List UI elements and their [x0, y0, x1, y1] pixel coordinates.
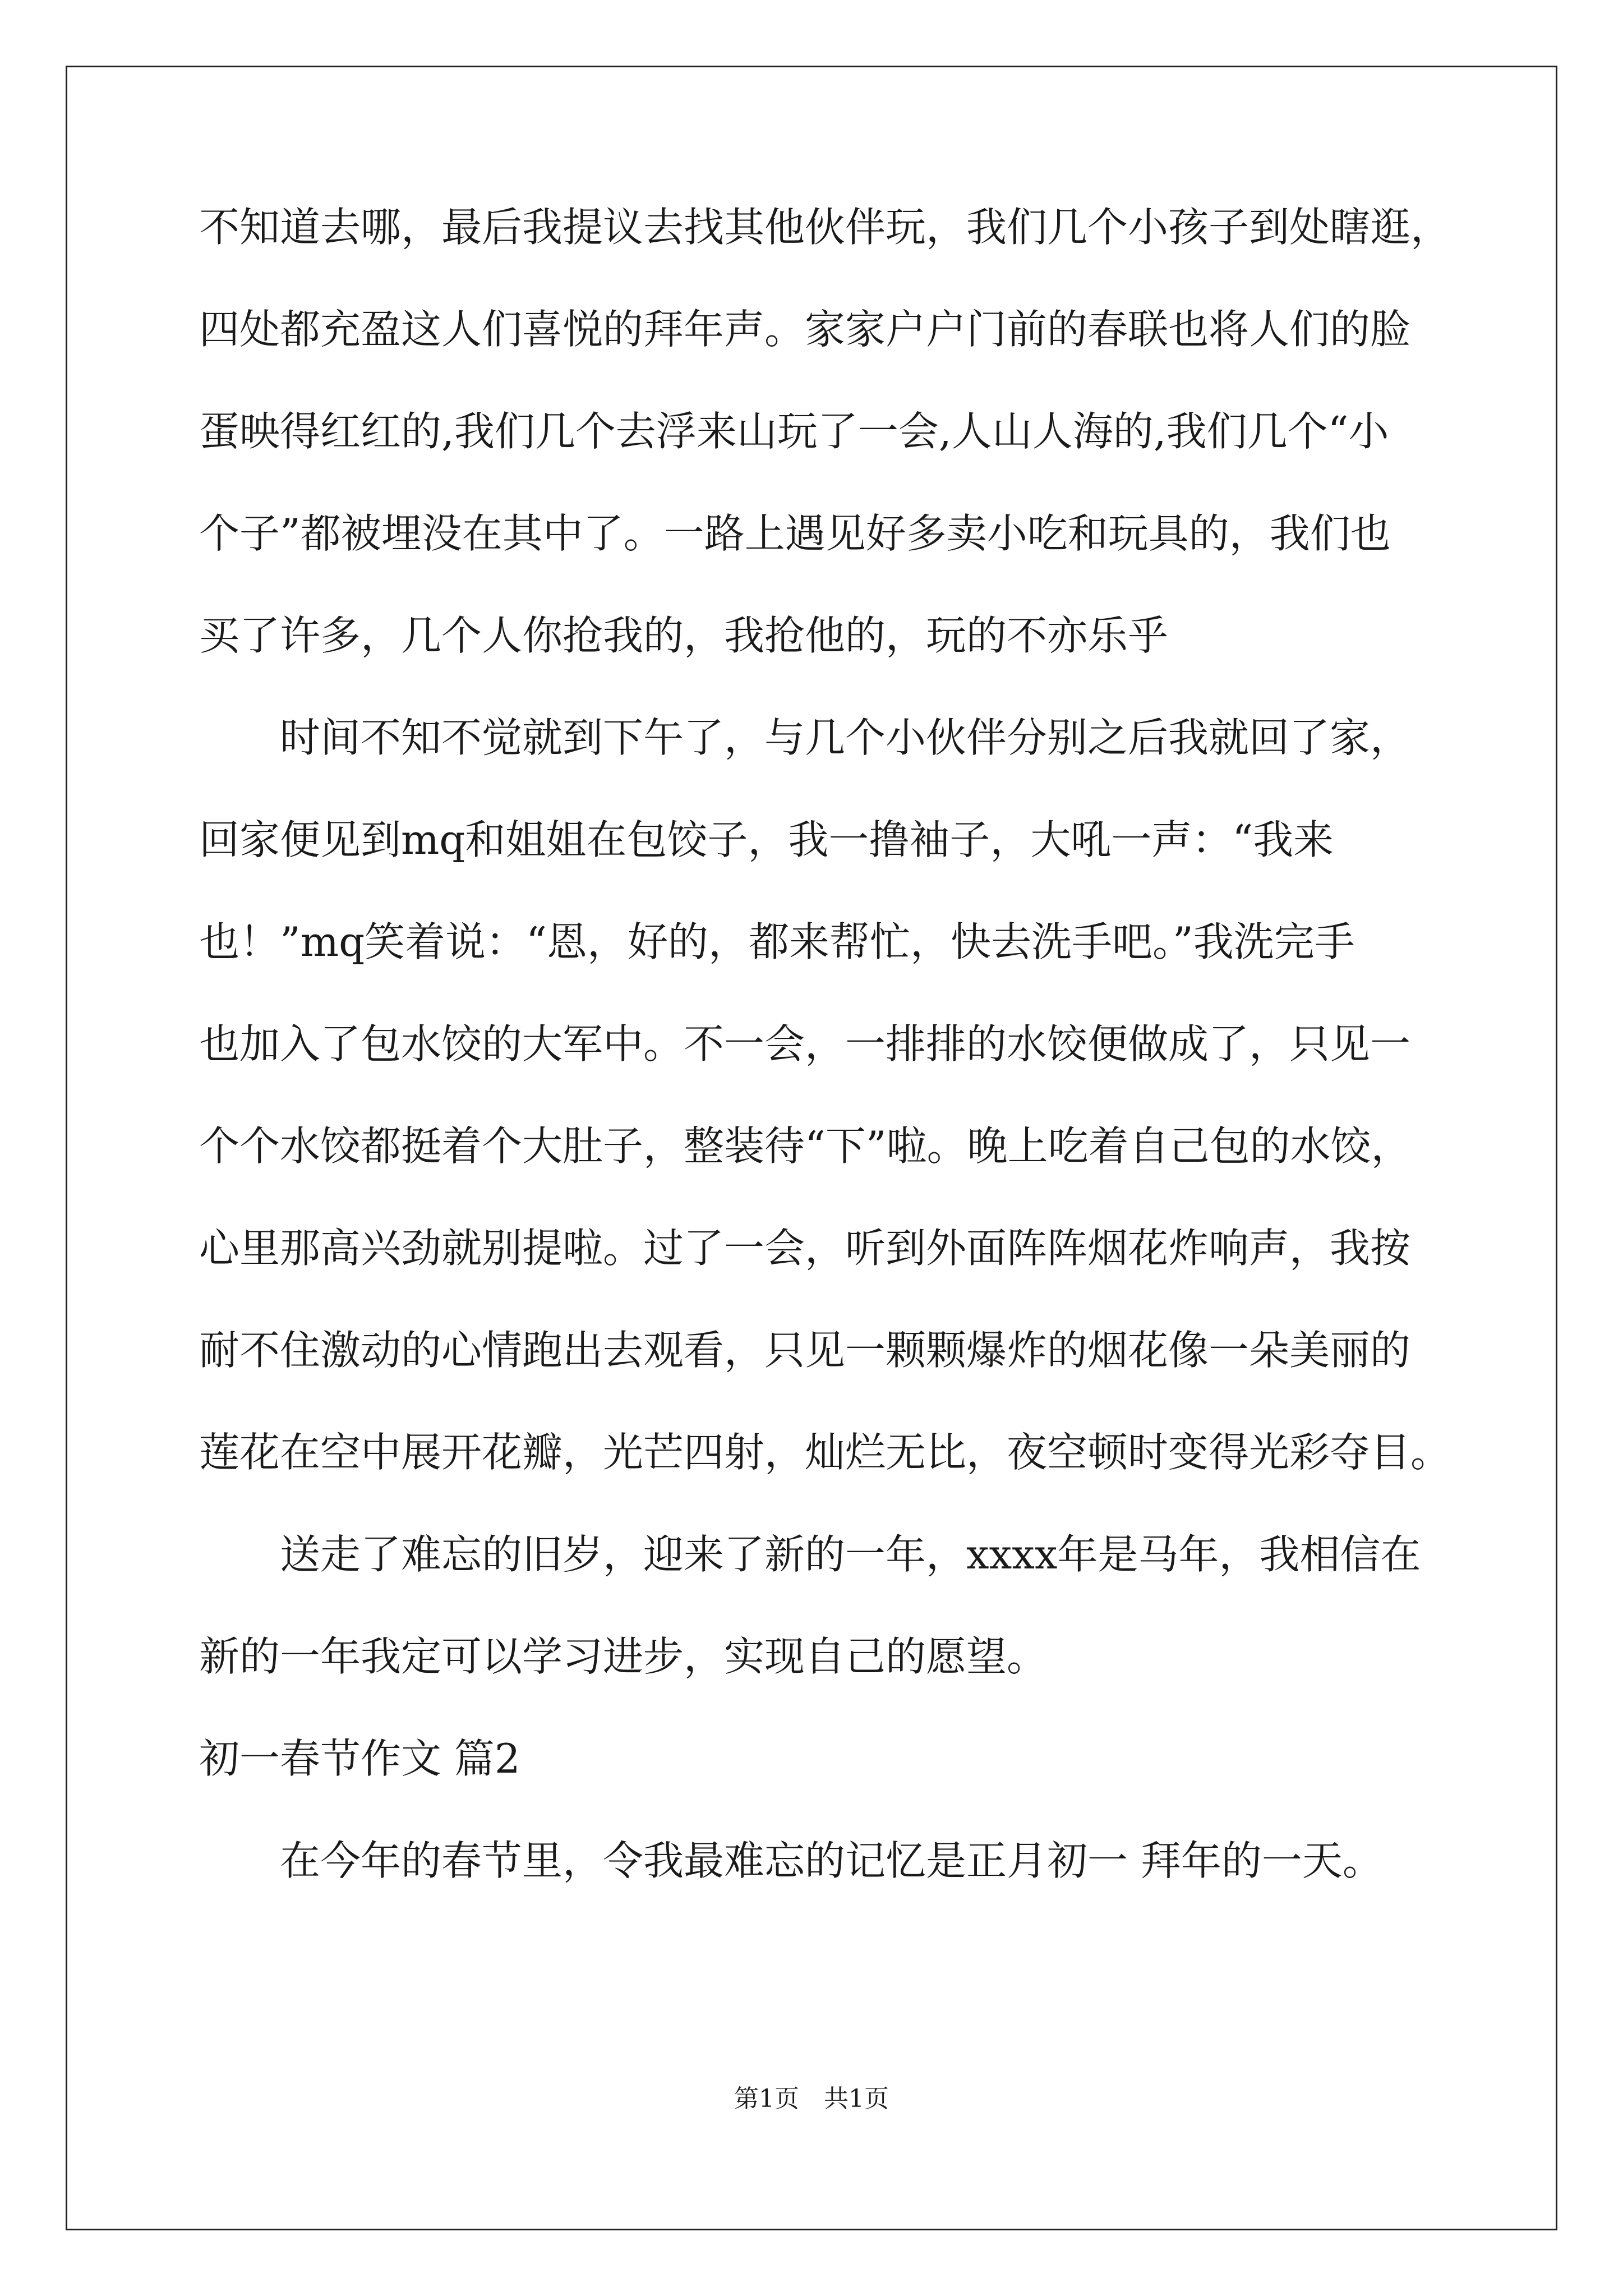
- paragraph-line: 耐不住激动的心情跑出去观看，只见一颗颗爆炸的烟花像一朵美丽的: [199, 1327, 1411, 1374]
- paragraph-line: 买了许多，几个人你抢我的，我抢他的，玩的不亦乐乎: [199, 612, 1169, 659]
- paragraph-line: 四处都充盈这人们喜悦的拜年声。家家户户门前的春联也将人们的脸: [199, 306, 1411, 353]
- paragraph-line: 新的一年我定可以学习进步，实现自己的愿望。: [199, 1633, 1048, 1680]
- paragraph-line: 回家便见到mq和姐姐在包饺子，我一撸袖子，大吼一声：“我来: [199, 816, 1334, 863]
- paragraph-line: 不知道去哪，最后我提议去找其他伙伴玩，我们几个小孩子到处瞎逛，: [199, 204, 1451, 251]
- paragraph-line: 个个水饺都挺着个大肚子，整装待“下”啦。晚上吃着自己包的水饺，: [199, 1122, 1412, 1170]
- paragraph-line: 也加入了包水饺的大军中。不一会，一排排的水饺便做成了，只见一: [199, 1020, 1411, 1068]
- paragraph-line: 也！”mq笑着说：“恩，好的，都来帮忙，快去洗手吧。”我洗完手: [199, 918, 1355, 965]
- paragraph-line: 心里那高兴劲就别提啦。过了一会，听到外面阵阵烟花炸响声，我按: [199, 1225, 1411, 1272]
- paragraph-line: 时间不知不觉就到下午了，与几个小伙伴分别之后我就回了家，: [199, 714, 1411, 761]
- page-number-footer: 第1页 共1页: [734, 2085, 889, 2113]
- paragraph-line: 莲花在空中展开花瓣，光芒四射，灿烂无比，夜空顿时变得光彩夺目。: [199, 1429, 1451, 1476]
- paragraph-line: 在今年的春节里，令我最难忘的记忆是正月初一 拜年的一天。: [199, 1837, 1383, 1884]
- paragraph-line: 个子”都被埋没在其中了。一路上遇见好多卖小吃和玩具的，我们也: [199, 510, 1391, 557]
- paragraph-line: 蛋映得红红的,我们几个去浮来山玩了一会,人山人海的,我们几个“小: [199, 408, 1389, 455]
- section-heading: 初一春节作文 篇2: [199, 1735, 520, 1782]
- paragraph-line: 送走了难忘的旧岁，迎来了新的一年，xxxx年是马年，我相信在: [199, 1531, 1421, 1578]
